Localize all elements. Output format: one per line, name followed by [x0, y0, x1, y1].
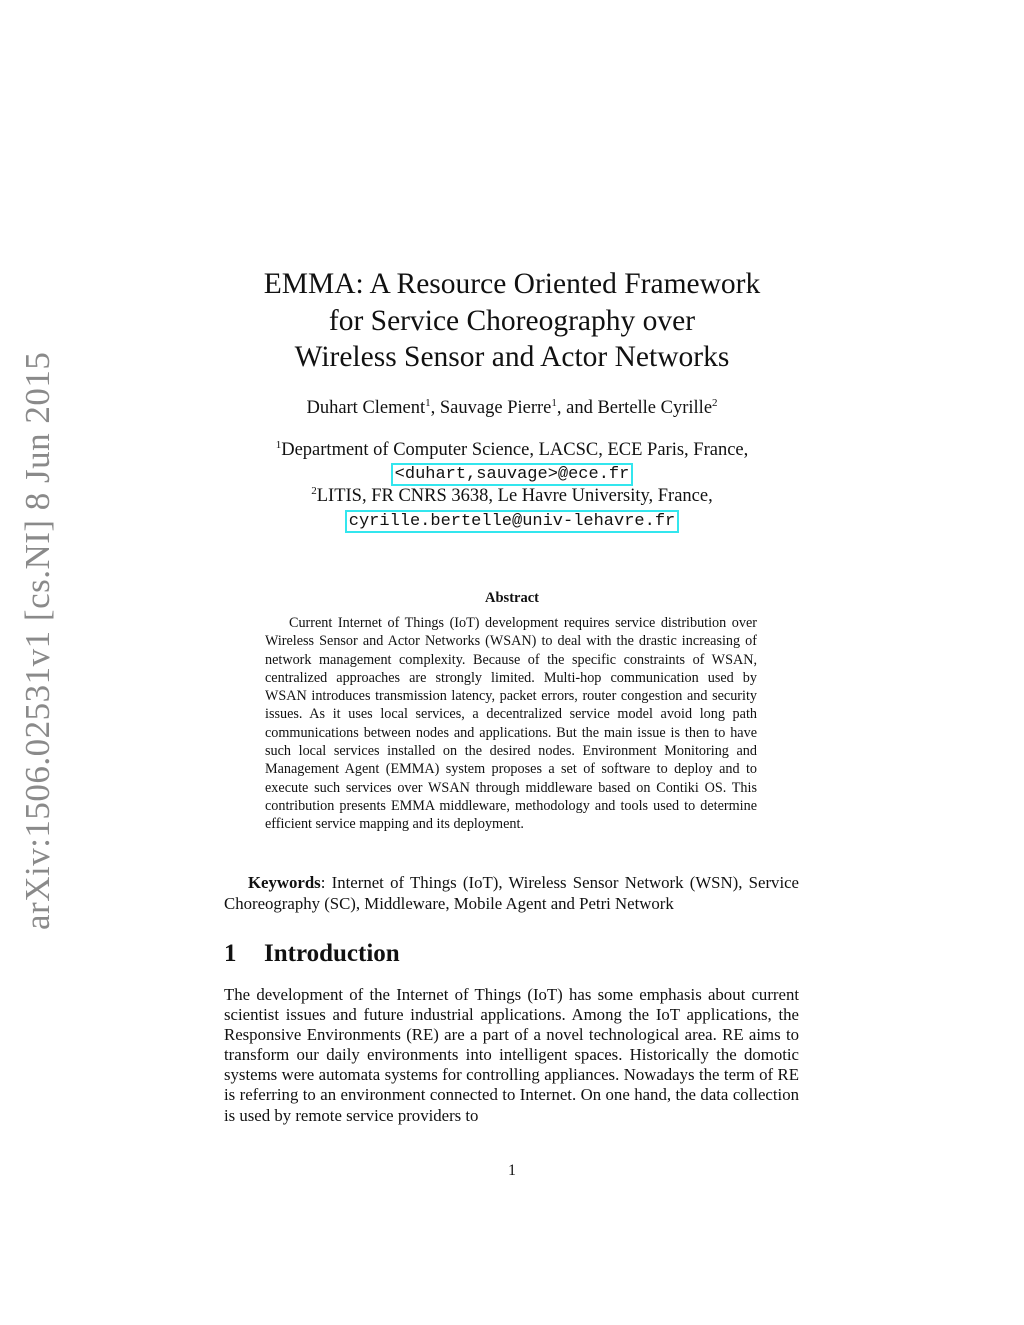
- affiliation-mark: 1: [275, 439, 282, 451]
- paper-title: [0, 266, 1024, 376]
- keywords-label: Keywords: [248, 873, 321, 892]
- introduction-paragraph: The development of the Internet of Things (IoT) has some emphasis about current scientist issues and future industrial applications. Among the IoT applications, the Responsive Environments (RE) are a part of a novel technological area. RE aims to transform our daily environments into intelligent spaces. Historically the domotic systems were automata systems for controlling appliances. Nowadays the term of RE is referring to an environment connected to Internet. On one hand, the data collection is used by remote service providers to: [224, 985, 799, 1125]
- keywords-text: : Internet of Things (IoT), Wireless Sensor Network (WSN), Service Choreography (SC), Middleware, Mobile Agent and Petri Network: [224, 873, 799, 913]
- section-number: 1: [224, 940, 237, 967]
- affiliation-text: Department of Computer Science, LACSC, ECE Paris, France,: [281, 440, 749, 460]
- page-number: 1: [508, 1162, 516, 1179]
- email-link[interactable]: cyrille.bertelle@univ-lehavre.fr: [345, 510, 679, 533]
- keywords-paragraph: [224, 873, 799, 914]
- author-name: Bertelle Cyrille: [597, 398, 713, 418]
- title-line: EMMA: A Resource Oriented Framework: [263, 268, 761, 300]
- section-heading: [224, 940, 400, 968]
- author-separator: ,: [430, 398, 440, 418]
- affiliation-1: [0, 440, 1024, 461]
- email-link[interactable]: <duhart,sauvage>@ece.fr: [391, 463, 634, 486]
- affiliation-mark: 2: [311, 485, 317, 497]
- abstract-text: Current Internet of Things (IoT) development requires service distribution over Wireless Sensor and Actor Networks (WSAN) to deal with the drastic increasing of network management complexity. Because of the specific constraints of WSAN, centralized approaches are strongly limited. Multi-hop communication used by WSAN introduces transmission latency, packet errors, router congestion and security issues. As it uses local services, a decentralized service model avoid long path communications between nodes and applications. But the main issue is then to have such local services installed on the desired nodes. Environment Monitoring and Management Agent (EMMA) system proposes a set of software to deploy and to execute such services over WSAN through middleware based on Contiki OS. This contribution presents EMMA middleware, methodology and tools used to determine efficient service mapping and its deployment.: [265, 615, 757, 833]
- section-title: Introduction: [264, 940, 400, 967]
- author-affiliation-mark: 2: [712, 397, 718, 409]
- arxiv-identifier-stamp: arXiv:1506.02531v1 [cs.NI] 8 Jun 2015: [18, 351, 57, 930]
- title-line: Wireless Sensor and Actor Networks: [294, 341, 730, 373]
- author-separator: , and: [556, 398, 598, 418]
- author-name: Duhart Clement: [306, 398, 426, 418]
- affiliation-2: [0, 486, 1024, 507]
- author-affiliation-mark: 1: [551, 397, 557, 409]
- title-line: for Service Choreography over: [328, 304, 696, 337]
- affiliation-1-email: [0, 463, 1024, 484]
- author-list: [0, 398, 1024, 419]
- affiliation-2-email: [0, 510, 1024, 531]
- author-name: Sauvage Pierre: [439, 398, 552, 418]
- author-affiliation-mark: 1: [425, 397, 431, 409]
- abstract-heading: Abstract: [485, 590, 539, 606]
- affiliation-text: LITIS, FR CNRS 3638, Le Havre University, France,: [316, 486, 713, 506]
